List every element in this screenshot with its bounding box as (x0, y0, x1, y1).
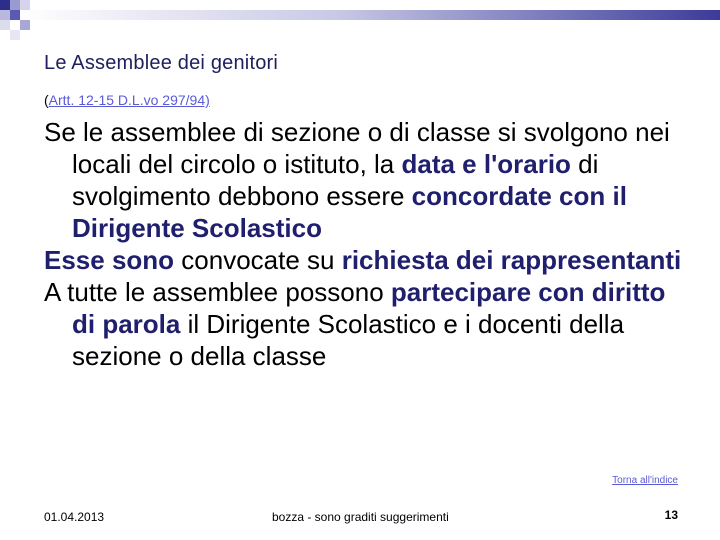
reference-link[interactable]: Artt. 12-15 D.L.vo 297/94) (48, 92, 210, 108)
body-text: convocate su (174, 245, 342, 275)
body-text: il Dirigente Scolastico e i docenti della sezione o della classe (72, 309, 625, 371)
footer-note: bozza - sono graditi suggerimenti (272, 510, 449, 524)
slide-body (44, 116, 694, 372)
footer-date: 01.04.2013 (44, 510, 105, 524)
body-paragraph (44, 276, 694, 372)
body-text: di svolgimento debbono essere (72, 149, 599, 211)
emphasized-text: concordate con il Dirigente Scolastico (72, 181, 627, 243)
slide-title: Le Assemblee dei genitori (44, 52, 279, 74)
legal-reference (44, 92, 210, 108)
body-paragraph (44, 244, 694, 276)
body-paragraph (44, 116, 694, 244)
page-number: 13 (664, 508, 678, 522)
emphasized-text: richiesta dei rappresentanti (341, 245, 682, 275)
emphasized-text: data e l'orario (401, 149, 571, 179)
body-text: Se le assemblee di sezione o di classe si svolgono nei locali del circolo o istituto, la (44, 117, 670, 179)
emphasized-text: partecipare con diritto di parola (72, 277, 666, 339)
emphasized-text: Esse sono (44, 245, 175, 275)
body-text: A tutte le assemblee possono (44, 277, 391, 307)
reference-paren: ( (44, 92, 49, 108)
header-decoration (0, 0, 720, 40)
back-to-index-link[interactable]: Torna all'indice (612, 475, 678, 486)
